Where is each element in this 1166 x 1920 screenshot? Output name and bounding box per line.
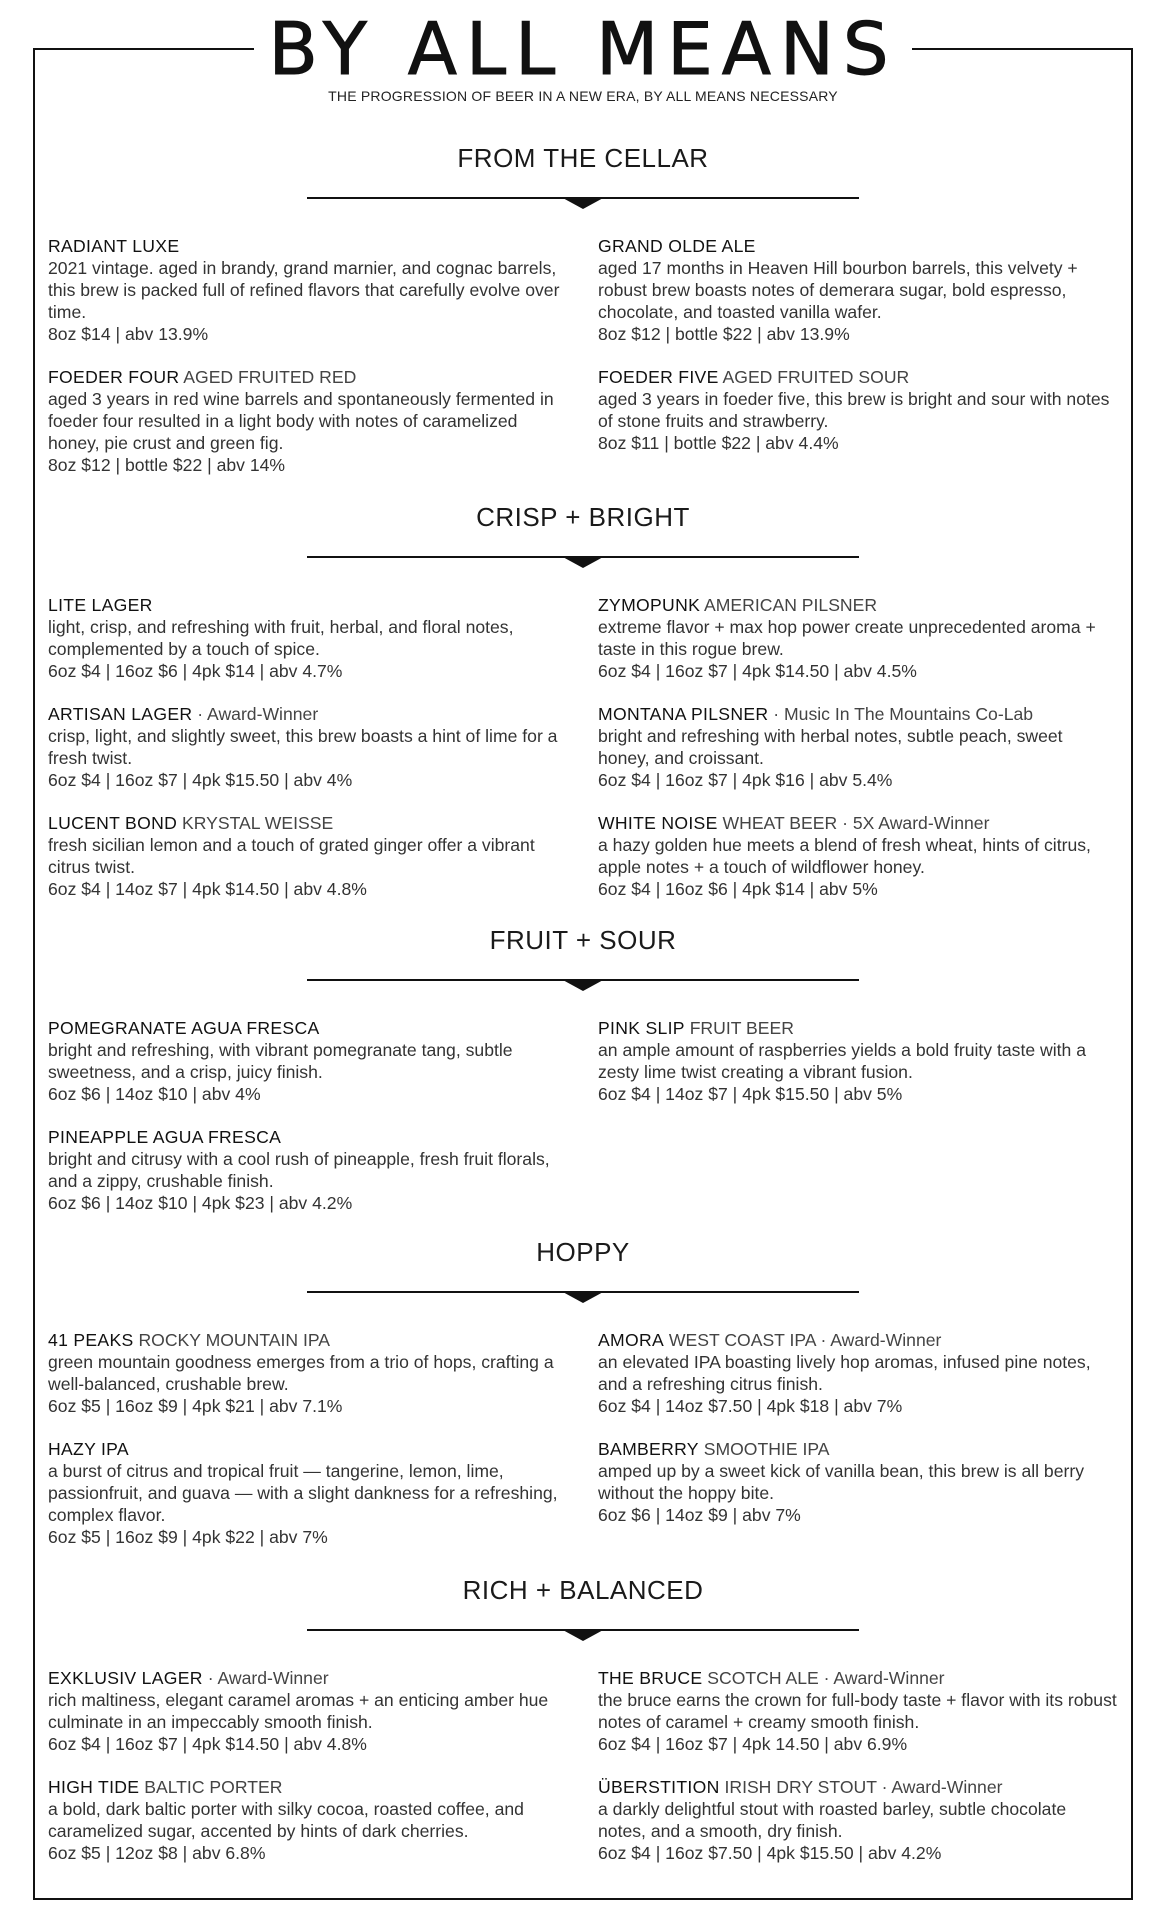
item-price: 6oz $5 | 12oz $8 | abv 6.8% <box>48 1843 266 1863</box>
item-description: a hazy golden hue meets a blend of fresh wheat, hints of citrus, apple notes + a touch of wildflower honey. <box>598 835 1091 877</box>
menu-section <box>48 1237 1118 1569</box>
section-header <box>48 502 1118 558</box>
section-title: FROM THE CELLAR <box>457 143 709 173</box>
item-description: extreme flavor + max hop power create unprecedented aroma + taste in this rogue brew. <box>598 617 1096 659</box>
item-heading <box>48 366 568 388</box>
item-heading <box>598 1329 1118 1351</box>
item-column-left <box>48 1329 568 1569</box>
item-description: an elevated IPA boasting lively hop aromas, infused pine notes, and a refreshing citrus finish. <box>598 1352 1091 1394</box>
section-divider <box>307 556 859 558</box>
section-divider <box>307 1629 859 1631</box>
item-grid <box>48 594 1118 921</box>
item-column-left <box>48 235 568 497</box>
menu-item <box>48 1017 568 1105</box>
item-column-right <box>598 1667 1118 1885</box>
item-award: · Award-Winner <box>881 1777 1003 1797</box>
item-description: green mountain goodness emerges from a trio of hops, crafting a well-balanced, crushable brew. <box>48 1352 554 1394</box>
item-heading <box>48 594 568 616</box>
item-column-left <box>48 594 568 921</box>
item-award: · Award-Winner <box>197 704 319 724</box>
item-heading <box>598 366 1118 388</box>
item-name: LUCENT BOND <box>48 813 178 833</box>
item-style: SCOTCH ALE <box>707 1668 819 1688</box>
section-divider <box>307 197 859 199</box>
section-header <box>48 143 1118 199</box>
item-style: ROCKY MOUNTAIN IPA <box>138 1330 331 1350</box>
item-name: ZYMOPUNK <box>598 595 701 615</box>
item-name: PINK SLIP <box>598 1018 685 1038</box>
menu-item <box>48 366 568 476</box>
section-divider <box>307 1291 859 1293</box>
menu-item <box>48 235 568 345</box>
item-column-left <box>48 1667 568 1885</box>
menu-item <box>48 594 568 682</box>
item-style: KRYSTAL WEISSE <box>181 813 334 833</box>
item-heading <box>48 812 568 834</box>
item-name: AMORA <box>598 1330 665 1350</box>
section-header <box>48 925 1118 981</box>
item-price: 8oz $14 | abv 13.9% <box>48 324 209 344</box>
item-heading <box>598 1017 1118 1039</box>
divider-arrow-icon <box>561 1629 605 1641</box>
item-name: BAMBERRY <box>598 1439 699 1459</box>
menu-item <box>598 1667 1118 1755</box>
item-price: 6oz $6 | 14oz $10 | 4pk $23 | abv 4.2% <box>48 1193 353 1213</box>
item-description: light, crisp, and refreshing with fruit, herbal, and floral notes, complemented by a touch of spice. <box>48 617 514 659</box>
menu-item <box>598 1438 1118 1526</box>
section-divider <box>307 979 859 981</box>
item-description: bright and refreshing, with vibrant pomegranate tang, subtle sweetness, and a crisp, juicy finish. <box>48 1040 513 1082</box>
item-column-left <box>48 1017 568 1235</box>
item-price: 6oz $4 | 16oz $7 | 4pk $16 | abv 5.4% <box>598 770 893 790</box>
item-price: 6oz $4 | 14oz $7 | 4pk $15.50 | abv 5% <box>598 1084 903 1104</box>
item-price: 6oz $4 | 16oz $7 | 4pk $15.50 | abv 4% <box>48 770 353 790</box>
menu-section <box>48 1575 1118 1885</box>
item-description: the bruce earns the crown for full-body taste + flavor with its robust notes of caramel + creamy smooth finish. <box>598 1690 1117 1732</box>
menu-item <box>48 1438 568 1548</box>
item-award: · 5X Award-Winner <box>842 813 990 833</box>
brand-title: BY ALL MEANS <box>254 10 911 88</box>
item-grid <box>48 1667 1118 1885</box>
section-title: HOPPY <box>536 1237 630 1267</box>
item-description: aged 17 months in Heaven Hill bourbon barrels, this velvety + robust brew boasts notes of demerara sugar, bold espresso, chocolate, and toasted vanilla wafer. <box>598 258 1078 322</box>
item-heading <box>598 812 1118 834</box>
item-description: aged 3 years in red wine barrels and spontaneously fermented in foeder four resulted in a light body with notes of caramelized honey, pie crust and green fig. <box>48 389 554 453</box>
item-name: WHITE NOISE <box>598 813 718 833</box>
item-column-right <box>598 1329 1118 1569</box>
item-name: GRAND OLDE ALE <box>598 236 756 256</box>
item-price: 6oz $6 | 14oz $10 | abv 4% <box>48 1084 261 1104</box>
item-price: 6oz $5 | 16oz $9 | 4pk $22 | abv 7% <box>48 1527 328 1547</box>
item-heading <box>48 1126 568 1148</box>
divider-arrow-icon <box>561 979 605 991</box>
item-price: 6oz $4 | 16oz $7.50 | 4pk $15.50 | abv 4.2% <box>598 1843 942 1863</box>
section-title: FRUIT + SOUR <box>489 925 677 955</box>
item-column-right <box>598 235 1118 497</box>
item-award: · Award-Winner <box>823 1668 945 1688</box>
item-style: AGED FRUITED RED <box>183 367 357 387</box>
item-heading <box>48 1667 568 1689</box>
item-heading <box>598 1667 1118 1689</box>
item-heading <box>48 1017 568 1039</box>
menu-item <box>598 594 1118 682</box>
item-name: PINEAPPLE AGUA FRESCA <box>48 1127 282 1147</box>
item-description: a darkly delightful stout with roasted barley, subtle chocolate notes, and a smooth, dry finish. <box>598 1799 1067 1841</box>
item-name: MONTANA PILSNER <box>598 704 769 724</box>
item-description: crisp, light, and slightly sweet, this brew boasts a hint of lime for a fresh twist. <box>48 726 558 768</box>
tagline: THE PROGRESSION OF BEER IN A NEW ERA, BY ALL MEANS NECESSARY <box>328 88 838 104</box>
item-heading <box>48 703 568 725</box>
item-style: AMERICAN PILSNER <box>704 595 878 615</box>
item-name: THE BRUCE <box>598 1668 703 1688</box>
item-price: 6oz $4 | 16oz $7 | 4pk 14.50 | abv 6.9% <box>598 1734 908 1754</box>
item-description: aged 3 years in foeder five, this brew is bright and sour with notes of stone fruits and strawberry. <box>598 389 1110 431</box>
item-price: 6oz $4 | 16oz $6 | 4pk $14 | abv 5% <box>598 879 878 899</box>
item-description: bright and citrusy with a cool rush of pineapple, fresh fruit florals, and a zippy, crushable finish. <box>48 1149 550 1191</box>
section-title: CRISP + BRIGHT <box>476 502 690 532</box>
section-header <box>48 1575 1118 1631</box>
divider-arrow-icon <box>561 556 605 568</box>
item-description: rich maltiness, elegant caramel aromas + an enticing amber hue culminate in an impeccably smooth finish. <box>48 1690 549 1732</box>
item-price: 8oz $12 | bottle $22 | abv 14% <box>48 455 286 475</box>
item-price: 6oz $5 | 16oz $9 | 4pk $21 | abv 7.1% <box>48 1396 343 1416</box>
menu-item <box>48 812 568 900</box>
item-description: bright and refreshing with herbal notes, subtle peach, sweet honey, and croissant. <box>598 726 1063 768</box>
item-heading <box>48 1438 568 1460</box>
item-price: 6oz $4 | 14oz $7 | 4pk $14.50 | abv 4.8% <box>48 879 367 899</box>
item-style: IRISH DRY STOUT <box>724 1777 877 1797</box>
item-name: POMEGRANATE AGUA FRESCA <box>48 1018 320 1038</box>
item-name: HAZY IPA <box>48 1439 129 1459</box>
divider-arrow-icon <box>561 197 605 209</box>
item-grid <box>48 235 1118 497</box>
item-style: BALTIC PORTER <box>144 1777 283 1797</box>
item-description: 2021 vintage. aged in brandy, grand marnier, and cognac barrels, this brew is packed full of refined flavors that carefully evolve over time. <box>48 258 560 322</box>
item-description: fresh sicilian lemon and a touch of grated ginger offer a vibrant citrus twist. <box>48 835 535 877</box>
menu-item <box>598 366 1118 454</box>
menu-item <box>598 703 1118 791</box>
item-price: 6oz $4 | 16oz $6 | 4pk $14 | abv 4.7% <box>48 661 343 681</box>
item-style: FRUIT BEER <box>689 1018 794 1038</box>
item-description: a bold, dark baltic porter with silky cocoa, roasted coffee, and caramelized sugar, accented by hints of dark cherries. <box>48 1799 524 1841</box>
item-grid <box>48 1017 1118 1235</box>
menu-item <box>48 1126 568 1214</box>
item-name: ÜBERSTITION <box>598 1777 720 1797</box>
menu-item <box>598 1329 1118 1417</box>
item-heading <box>48 1329 568 1351</box>
menu-section <box>48 502 1118 921</box>
item-style: SMOOTHIE IPA <box>703 1439 830 1459</box>
item-column-right <box>598 594 1118 921</box>
item-name: HIGH TIDE <box>48 1777 140 1797</box>
menu-section <box>48 143 1118 497</box>
menu-item <box>598 1776 1118 1864</box>
item-heading <box>598 235 1118 257</box>
menu-item <box>48 1667 568 1755</box>
item-heading <box>598 1438 1118 1460</box>
section-header <box>48 1237 1118 1293</box>
item-price: 6oz $4 | 16oz $7 | 4pk $14.50 | abv 4.5% <box>598 661 917 681</box>
item-name: 41 PEAKS <box>48 1330 134 1350</box>
menu-item <box>48 703 568 791</box>
menu-item <box>598 235 1118 345</box>
item-award: · Award-Winner <box>820 1330 942 1350</box>
divider-arrow-icon <box>561 1291 605 1303</box>
menu-section <box>48 925 1118 1235</box>
item-heading <box>598 594 1118 616</box>
item-description: an ample amount of raspberries yields a bold fruity taste with a zesty lime twist creating a vibrant fusion. <box>598 1040 1086 1082</box>
menu-item <box>598 1017 1118 1105</box>
item-price: 6oz $4 | 14oz $7.50 | 4pk $18 | abv 7% <box>598 1396 903 1416</box>
menu-item <box>48 1329 568 1417</box>
item-style: AGED FRUITED SOUR <box>722 367 910 387</box>
item-name: FOEDER FIVE <box>598 367 719 387</box>
item-name: FOEDER FOUR <box>48 367 180 387</box>
item-award: · Award-Winner <box>207 1668 329 1688</box>
item-price: 6oz $6 | 14oz $9 | abv 7% <box>598 1505 801 1525</box>
item-price: 8oz $12 | bottle $22 | abv 13.9% <box>598 324 850 344</box>
item-award: · Music In The Mountains Co-Lab <box>773 704 1034 724</box>
item-style: WHEAT BEER <box>722 813 838 833</box>
item-heading <box>48 1776 568 1798</box>
item-description: a burst of citrus and tropical fruit — tangerine, lemon, lime, passionfruit, and guava — with a slight dankness for a refreshing, complex flavor. <box>48 1461 558 1525</box>
item-price: 8oz $11 | bottle $22 | abv 4.4% <box>598 433 839 453</box>
item-heading <box>48 235 568 257</box>
item-name: EXKLUSIV LAGER <box>48 1668 203 1688</box>
item-name: LITE LAGER <box>48 595 153 615</box>
item-name: RADIANT LUXE <box>48 236 180 256</box>
menu-item <box>48 1776 568 1864</box>
brand-header <box>0 7 1166 91</box>
item-column-right <box>598 1017 1118 1235</box>
item-price: 6oz $4 | 16oz $7 | 4pk $14.50 | abv 4.8% <box>48 1734 367 1754</box>
menu-item <box>598 812 1118 900</box>
item-style: WEST COAST IPA <box>668 1330 816 1350</box>
item-description: amped up by a sweet kick of vanilla bean, this brew is all berry without the hoppy bite. <box>598 1461 1085 1503</box>
item-grid <box>48 1329 1118 1569</box>
item-heading <box>598 703 1118 725</box>
section-title: RICH + BALANCED <box>462 1575 704 1605</box>
item-name: ARTISAN LAGER <box>48 704 193 724</box>
item-heading <box>598 1776 1118 1798</box>
